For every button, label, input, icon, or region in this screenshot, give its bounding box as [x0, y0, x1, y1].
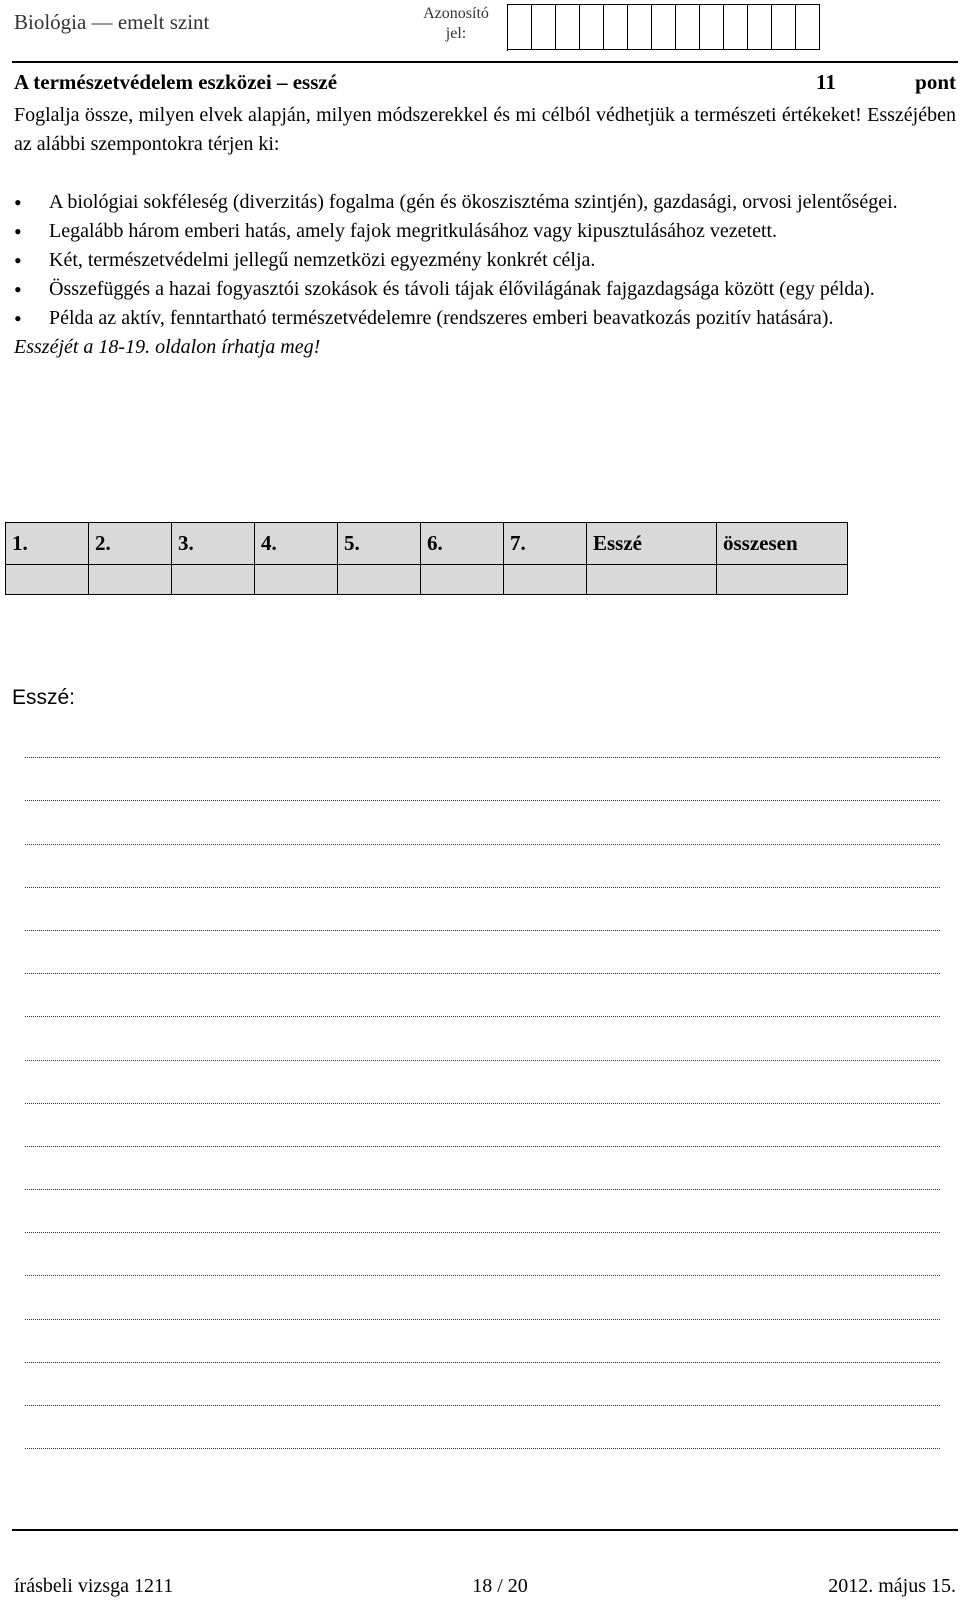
answer-line[interactable]: [25, 855, 940, 898]
footer-exam-code: írásbeli vizsga 1211: [14, 1575, 174, 1597]
score-header-row: [6, 523, 848, 565]
score-header-4: 4.: [255, 523, 338, 565]
answer-line[interactable]: [25, 1373, 940, 1416]
answer-line[interactable]: [25, 1330, 940, 1373]
score-header-3: 3.: [172, 523, 255, 565]
score-header-2: 2.: [89, 523, 172, 565]
criteria-item: • Példa az aktív, fenntartható természetvédelemre (rendszeres emberi beavatkozás pozitív hatására).: [14, 304, 956, 333]
criteria-section: [14, 188, 956, 362]
answer-line[interactable]: [25, 1200, 940, 1243]
answer-line[interactable]: [25, 984, 940, 1027]
essay-label: Esszé:: [12, 686, 76, 709]
answer-line[interactable]: [25, 1416, 940, 1459]
task-instructions: Foglalja össze, milyen elvek alapján, milyen módszerekkel és mi célból védhetjük a természeti értékeket! Esszéjében az alábbi szempontokra térjen ki:: [14, 104, 956, 155]
points-value: 11: [816, 70, 836, 94]
id-box[interactable]: [700, 5, 724, 50]
id-box[interactable]: [652, 5, 676, 50]
score-header-1: 1.: [6, 523, 89, 565]
closing-instruction: Esszéjét a 18-19. oldalon írhatja meg!: [14, 336, 321, 358]
id-box[interactable]: [748, 5, 772, 50]
score-cell[interactable]: [504, 565, 587, 595]
id-box[interactable]: [532, 5, 556, 50]
criteria-list: [14, 188, 956, 333]
header-divider: [12, 61, 958, 63]
header-subject: Biológia — emelt szint: [14, 10, 210, 34]
criteria-item: • Összefüggés a hazai fogyasztói szokások és távoli tájak élővilágának fajgazdagsága között (egy példa).: [14, 275, 956, 304]
score-cell[interactable]: [89, 565, 172, 595]
answer-line[interactable]: [25, 1157, 940, 1200]
answer-line[interactable]: [25, 725, 940, 768]
criteria-item: • A biológiai sokféleség (diverzitás) fogalma (gén és ökoszisztéma szintjén), gazdasági, orvosi jelentőségei.: [14, 188, 956, 217]
criteria-item: • Legalább három emberi hatás, amely fajok megritkulásához vagy kipusztulásához vezetett.: [14, 217, 956, 246]
id-box[interactable]: [796, 5, 820, 50]
points-unit: pont: [915, 70, 956, 94]
task-title: A természetvédelem eszközei – esszé: [14, 70, 338, 94]
score-header-essay: Esszé: [587, 523, 717, 565]
score-entry-row: [6, 565, 848, 595]
answer-line[interactable]: [25, 1071, 940, 1114]
score-header-6: 6.: [421, 523, 504, 565]
score-header-5: 5.: [338, 523, 421, 565]
answer-line[interactable]: [25, 1243, 940, 1286]
footer-divider: [12, 1529, 958, 1531]
id-box[interactable]: [508, 5, 532, 50]
score-cell[interactable]: [717, 565, 848, 595]
answer-line[interactable]: [25, 941, 940, 984]
score-cell[interactable]: [587, 565, 717, 595]
id-box[interactable]: [724, 5, 748, 50]
score-table: [5, 522, 848, 595]
score-header-total: összesen: [717, 523, 848, 565]
id-box[interactable]: [580, 5, 604, 50]
score-cell[interactable]: [6, 565, 89, 595]
answer-line[interactable]: [25, 1286, 940, 1329]
id-box[interactable]: [604, 5, 628, 50]
score-cell[interactable]: [172, 565, 255, 595]
task-points: [816, 70, 956, 95]
id-box[interactable]: [772, 5, 796, 50]
answer-line[interactable]: [25, 898, 940, 941]
id-box[interactable]: [556, 5, 580, 50]
footer-date: 2012. május 15.: [828, 1575, 956, 1597]
id-label: Azonosító jel:: [423, 5, 489, 42]
answer-lines[interactable]: [25, 725, 940, 1459]
answer-line[interactable]: [25, 1027, 940, 1070]
id-box[interactable]: [676, 5, 700, 50]
score-cell[interactable]: [255, 565, 338, 595]
id-box[interactable]: [628, 5, 652, 50]
footer-page-number: 18 / 20: [472, 1575, 528, 1597]
answer-line[interactable]: [25, 811, 940, 854]
score-cell[interactable]: [338, 565, 421, 595]
score-cell[interactable]: [421, 565, 504, 595]
criteria-item: • Két, természetvédelmi jellegű nemzetközi egyezmény konkrét célja.: [14, 246, 956, 275]
id-boxes[interactable]: [507, 4, 820, 51]
answer-line[interactable]: [25, 768, 940, 811]
score-header-7: 7.: [504, 523, 587, 565]
answer-line[interactable]: [25, 1114, 940, 1157]
